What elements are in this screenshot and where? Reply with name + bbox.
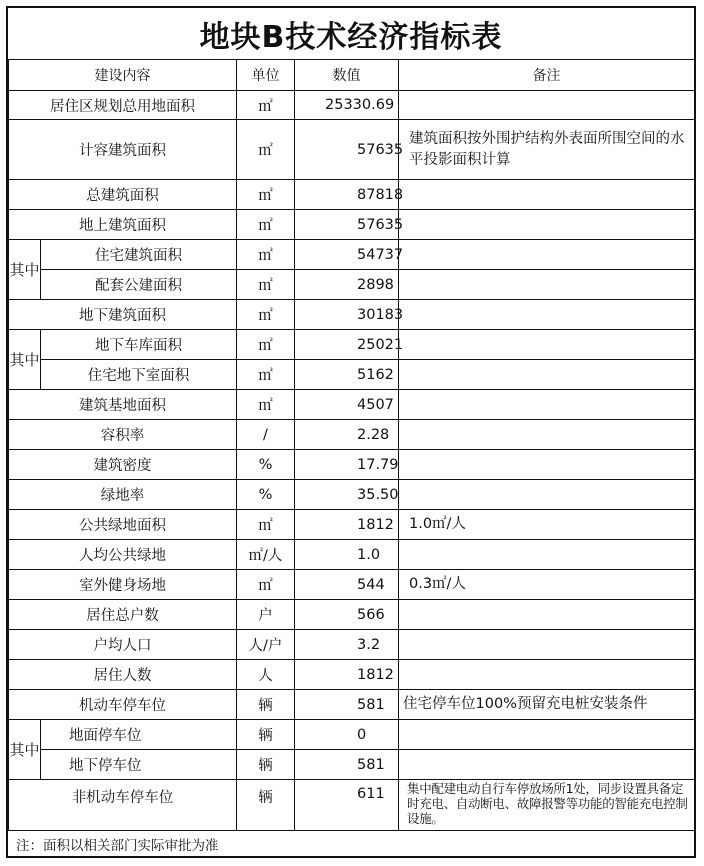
row-unit: ㎡ [237,240,295,270]
table-row [9,270,695,300]
row-item: 建筑基地面积 [9,390,237,420]
row-unit: ㎡ [237,330,295,360]
table-row [9,690,695,720]
row-note: 建筑面积按外围护结构外表面所围空间的水平投影面积计算 [399,120,695,180]
row-item: 室外健身场地 [9,570,237,600]
row-note [399,360,695,390]
table-row [9,240,695,270]
row-item: 地下建筑面积 [9,300,237,330]
indicator-sheet [6,6,696,858]
header-row [9,60,695,91]
row-item: 居住区规划总用地面积 [9,91,237,120]
row-value: 2.28 [295,420,399,450]
table-row [9,750,695,780]
row-unit: ㎡ [237,180,295,210]
row-unit: ㎡ [237,510,295,540]
row-unit: ㎡ [237,360,295,390]
table-row [9,540,695,570]
row-note: 集中配建电动自行车停放场所1处，同步设置具备定时充电、自动断电、故障报警等功能的智能充电控制设施。 [399,780,695,831]
group-label: 其中 [9,330,41,390]
row-note [399,720,695,750]
table-row [9,360,695,390]
row-note [399,330,695,360]
row-item: 公共绿地面积 [9,510,237,540]
row-note [399,180,695,210]
header-item: 建设内容 [9,60,237,91]
header-value: 数值 [295,60,399,91]
row-unit: 人 [237,660,295,690]
row-item: 住宅地下室面积 [41,360,237,390]
table-row [9,91,695,120]
table-row [9,720,695,750]
group-label: 其中 [9,720,41,780]
table-row [9,300,695,330]
row-item: 机动车停车位 [9,690,237,720]
row-note [399,240,695,270]
row-value: 581 [295,750,399,780]
row-unit: 辆 [237,750,295,780]
table-row [9,660,695,690]
row-item: 地面停车位 [41,720,237,750]
row-value: 566 [295,600,399,630]
footer-note: 注：面积以相关部门实际审批为准 [8,830,694,856]
header-unit: 单位 [237,60,295,91]
row-note [399,750,695,780]
row-note [399,390,695,420]
row-unit: 辆 [237,720,295,750]
row-value: 35.50 [295,480,399,510]
row-item: 地下车库面积 [41,330,237,360]
row-item: 人均公共绿地 [9,540,237,570]
table-row [9,570,695,600]
row-item: 居住人数 [9,660,237,690]
row-item: 绿地率 [9,480,237,510]
row-unit: ㎡ [237,120,295,180]
row-unit: 人/户 [237,630,295,660]
row-item: 总建筑面积 [9,180,237,210]
row-item: 地下停车位 [41,750,237,780]
row-value: 1.0 [295,540,399,570]
row-note [399,300,695,330]
row-note [399,91,695,120]
row-unit: ㎡ [237,270,295,300]
table-row [9,210,695,240]
header-note: 备注 [399,60,695,91]
table-row [9,180,695,210]
row-value: 54737 [295,240,399,270]
row-unit: ㎡ [237,390,295,420]
row-value: 17.79 [295,450,399,480]
row-item: 居住总户数 [9,600,237,630]
table-row [9,630,695,660]
row-value: 1812 [295,510,399,540]
row-unit: ㎡ [237,300,295,330]
row-item: 建筑密度 [9,450,237,480]
row-item: 非机动车停车位 [9,780,237,831]
row-note [399,450,695,480]
table-row [9,780,695,831]
row-note [399,630,695,660]
row-value: 25330.69 [295,91,399,120]
row-unit: % [237,450,295,480]
row-note [399,480,695,510]
row-note: 1.0㎡/人 [399,510,695,540]
row-value: 57635 [295,120,399,180]
indicator-table [8,59,695,831]
table-row [9,330,695,360]
row-unit: ㎡ [237,210,295,240]
row-note [399,270,695,300]
row-unit: 辆 [237,690,295,720]
row-unit: ㎡/人 [237,540,295,570]
row-note [399,210,695,240]
row-unit: ㎡ [237,570,295,600]
group-label: 其中 [9,240,41,300]
row-item: 计容建筑面积 [9,120,237,180]
table-row [9,510,695,540]
table-row [9,450,695,480]
row-note: 0.3㎡/人 [399,570,695,600]
row-unit: 辆 [237,780,295,831]
row-note [399,420,695,450]
row-value: 25021 [295,330,399,360]
row-value: 87818 [295,180,399,210]
row-note [399,600,695,630]
row-value: 30183 [295,300,399,330]
row-value: 1812 [295,660,399,690]
row-value: 57635 [295,210,399,240]
row-value: 2898 [295,270,399,300]
table-row [9,390,695,420]
table-row [9,420,695,450]
row-value: 5162 [295,360,399,390]
row-value: 3.2 [295,630,399,660]
row-value: 544 [295,570,399,600]
table-row [9,120,695,180]
row-value: 0 [295,720,399,750]
row-item: 住宅建筑面积 [41,240,237,270]
row-note [399,660,695,690]
table-row [9,600,695,630]
row-note [399,540,695,570]
row-item: 容积率 [9,420,237,450]
row-item: 地上建筑面积 [9,210,237,240]
row-item: 配套公建面积 [41,270,237,300]
row-value: 581 [295,690,399,720]
row-note: 住宅停车位100%预留充电桩安装条件 [399,690,695,720]
row-unit: 户 [237,600,295,630]
sheet-title: 地块B技术经济指标表 [8,8,694,60]
row-unit: % [237,480,295,510]
row-item: 户均人口 [9,630,237,660]
table-row [9,480,695,510]
row-value: 4507 [295,390,399,420]
row-unit: ㎡ [237,91,295,120]
row-unit: / [237,420,295,450]
row-value: 611 [295,780,399,831]
